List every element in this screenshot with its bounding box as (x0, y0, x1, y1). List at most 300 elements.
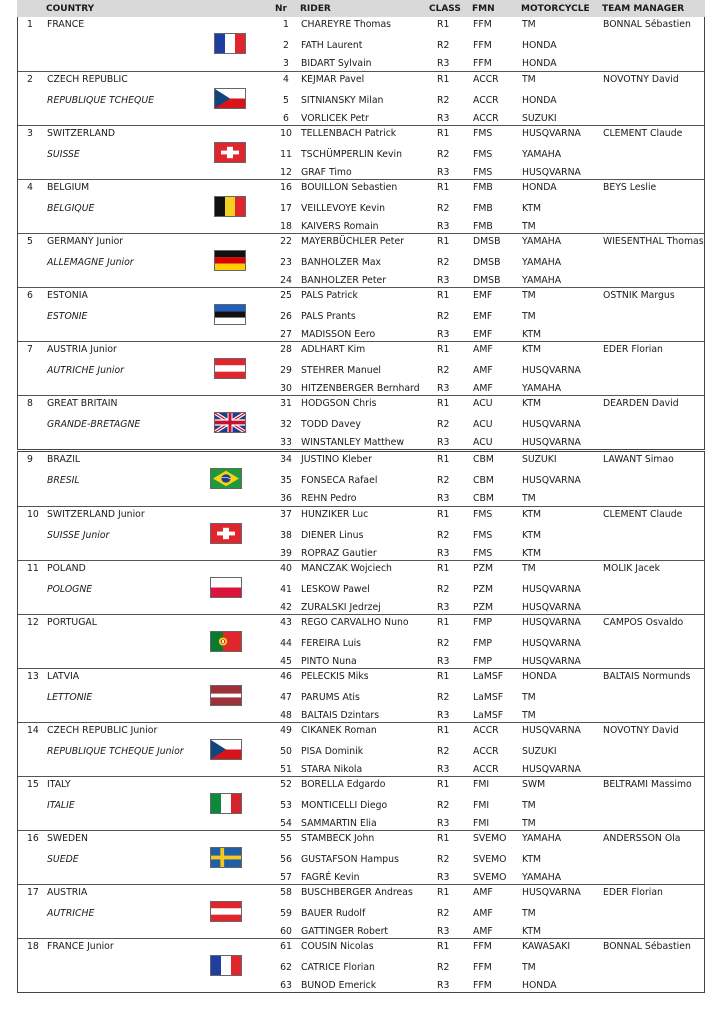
rider-name: MADISSON Eero (301, 329, 376, 340)
rider-number: 63 (280, 980, 292, 991)
rider-name: HUNZIKER Luc (301, 509, 369, 520)
rider-fmn: FFM (473, 19, 492, 30)
team-manager: BELTRAMI Massimo (603, 779, 692, 790)
rider-number: 56 (280, 854, 292, 865)
rider-name: BOUILLON Sebastien (301, 182, 398, 193)
rider-motorcycle: HUSQVARNA (522, 437, 581, 448)
rider-name: STAMBECK John (301, 833, 375, 844)
rider-class: R1 (437, 941, 450, 952)
team-position: 12 (27, 617, 39, 628)
rider-motorcycle: TM (522, 311, 536, 322)
country-name-french: AUTRICHE (47, 908, 95, 919)
rider-fmn: FFM (473, 40, 492, 51)
country-name-french: POLOGNE (47, 584, 93, 595)
rider-number: 46 (280, 671, 292, 682)
rider-fmn: ACCR (473, 113, 499, 124)
rider-row (18, 692, 704, 704)
rider-class: R2 (437, 854, 450, 865)
rider-number: 43 (280, 617, 292, 628)
team-manager: BONNAL Sébastien (603, 941, 691, 952)
rider-class: R1 (437, 671, 450, 682)
rider-class: R1 (437, 398, 450, 409)
rider-motorcycle: KTM (522, 926, 542, 937)
rider-fmn: ACCR (473, 74, 499, 85)
rider-row (18, 365, 704, 377)
rider-name: FAGRÉ Kevin (301, 872, 360, 883)
team-manager: CAMPOS Osvaldo (603, 617, 684, 628)
rider-class: R3 (437, 656, 450, 667)
rider-class: R2 (437, 692, 450, 703)
rider-motorcycle: KTM (522, 203, 542, 214)
rider-motorcycle: KTM (522, 530, 542, 541)
rider-class: R1 (437, 74, 450, 85)
rider-fmn: FMS (473, 509, 493, 520)
rider-class: R1 (437, 344, 450, 355)
rider-class: R2 (437, 149, 450, 160)
rider-class: R3 (437, 275, 450, 286)
team-position: 10 (27, 509, 39, 520)
rider-fmn: AMF (473, 926, 493, 937)
rider-fmn: CBM (473, 493, 494, 504)
rider-number: 4 (283, 74, 289, 85)
rider-number: 45 (280, 656, 292, 667)
rider-motorcycle: HUSQVARNA (522, 602, 581, 613)
rider-motorcycle: HUSQVARNA (522, 419, 581, 430)
rider-name: COUSIN Nicolas (301, 941, 374, 952)
rider-row (18, 617, 704, 629)
rider-motorcycle: YAMAHA (522, 236, 562, 247)
rider-name: HITZENBERGER Bernhard (301, 383, 420, 394)
rider-fmn: FFM (473, 962, 492, 973)
rider-class: R2 (437, 257, 450, 268)
rider-fmn: FFM (473, 980, 492, 991)
team-entry (18, 776, 704, 830)
rider-fmn: ACCR (473, 764, 499, 775)
rider-fmn: AMF (473, 908, 493, 919)
rider-fmn: ACCR (473, 746, 499, 757)
rider-class: R1 (437, 19, 450, 30)
rider-name: SITNIANSKY Milan (301, 95, 384, 106)
rider-name: ZURALSKI Jedrzej (301, 602, 381, 613)
rider-class: R2 (437, 365, 450, 376)
team-entry (18, 884, 704, 938)
rider-number: 40 (280, 563, 292, 574)
rider-row (18, 95, 704, 107)
rider-name: JUSTINO Kleber (301, 454, 372, 465)
rider-number: 44 (280, 638, 292, 649)
rider-row (18, 454, 704, 466)
rider-fmn: EMF (473, 311, 493, 322)
team-position: 18 (27, 941, 39, 952)
team-manager: CLEMENT Claude (603, 509, 683, 520)
rider-class: R2 (437, 419, 450, 430)
rider-fmn: AMF (473, 383, 493, 394)
country-name-french: SUISSE Junior (47, 530, 110, 541)
rider-number: 58 (280, 887, 292, 898)
rider-class: R1 (437, 454, 450, 465)
rider-class: R2 (437, 638, 450, 649)
rider-motorcycle: KAWASAKI (522, 941, 571, 952)
country-name-french: ESTONIE (47, 311, 88, 322)
rider-number: 28 (280, 344, 292, 355)
rider-number: 5 (283, 95, 289, 106)
rider-number: 38 (280, 530, 292, 541)
country-name-french: SUISSE (47, 149, 80, 160)
rider-motorcycle: YAMAHA (522, 275, 562, 286)
rider-class: R1 (437, 128, 450, 139)
rider-fmn: DMSB (473, 257, 501, 268)
rider-number: 1 (283, 19, 289, 30)
rider-name: BANHOLZER Max (301, 257, 382, 268)
rider-name: CIKANEK Roman (301, 725, 377, 736)
rider-class: R2 (437, 95, 450, 106)
rider-row (18, 872, 704, 884)
rider-fmn: FMB (473, 203, 493, 214)
rider-row (18, 419, 704, 431)
rider-row (18, 746, 704, 758)
country-name-french: REPUBLIQUE TCHEQUE Junior (47, 746, 184, 757)
rider-motorcycle: HONDA (522, 671, 557, 682)
team-manager: LAWANT Simao (603, 454, 674, 465)
rider-class: R2 (437, 203, 450, 214)
team-manager: OSTNIK Margus (603, 290, 675, 301)
teams-block-1 (17, 17, 705, 450)
header-team-manager: TEAM MANAGER (602, 4, 685, 14)
rider-name: REHN Pedro (301, 493, 357, 504)
country-name-french: REPUBLIQUE TCHEQUE (47, 95, 155, 106)
rider-name: BIDART Sylvain (301, 58, 372, 69)
team-entry (18, 506, 704, 560)
country-name: FRANCE Junior (47, 941, 114, 952)
team-manager: NOVOTNY David (603, 725, 679, 736)
rider-fmn: CBM (473, 475, 494, 486)
rider-row (18, 764, 704, 776)
rider-class: R1 (437, 833, 450, 844)
team-position: 8 (27, 398, 33, 409)
rider-class: R3 (437, 926, 450, 937)
rider-name: PINTO Nuna (301, 656, 357, 667)
rider-class: R3 (437, 167, 450, 178)
rider-fmn: LaMSF (473, 710, 504, 721)
team-position: 7 (27, 344, 33, 355)
rider-motorcycle: YAMAHA (522, 257, 562, 268)
rider-class: R1 (437, 563, 450, 574)
team-position: 5 (27, 236, 33, 247)
rider-motorcycle: YAMAHA (522, 383, 562, 394)
team-manager: BALTAIS Normunds (603, 671, 691, 682)
country-name: GREAT BRITAIN (47, 398, 118, 409)
rider-row (18, 275, 704, 287)
rider-motorcycle: YAMAHA (522, 833, 562, 844)
rider-number: 53 (280, 800, 292, 811)
rider-row (18, 182, 704, 194)
rider-number: 33 (280, 437, 292, 448)
rider-number: 42 (280, 602, 292, 613)
team-position: 16 (27, 833, 39, 844)
rider-name: TSCHÜMPERLIN Kevin (301, 149, 402, 160)
rider-fmn: FFM (473, 941, 492, 952)
rider-row (18, 887, 704, 899)
country-name: BRAZIL (47, 454, 81, 465)
rider-row (18, 398, 704, 410)
rider-motorcycle: TM (522, 962, 536, 973)
header-rider: RIDER (300, 4, 331, 14)
rider-row (18, 344, 704, 356)
country-name-french: ITALIE (47, 800, 75, 811)
rider-row (18, 818, 704, 830)
rider-motorcycle: YAMAHA (522, 149, 562, 160)
rider-motorcycle: HUSQVARNA (522, 584, 581, 595)
rider-fmn: AMF (473, 887, 493, 898)
rider-row (18, 383, 704, 395)
rider-fmn: ACCR (473, 95, 499, 106)
rider-fmn: FMS (473, 149, 493, 160)
team-position: 15 (27, 779, 39, 790)
rider-number: 16 (280, 182, 292, 193)
rider-class: R2 (437, 530, 450, 541)
rider-name: SAMMARTIN Elia (301, 818, 377, 829)
rider-row (18, 833, 704, 845)
rider-row (18, 58, 704, 70)
rider-motorcycle: HUSQVARNA (522, 128, 581, 139)
rider-fmn: PZM (473, 563, 493, 574)
rider-number: 31 (280, 398, 292, 409)
rider-class: R3 (437, 818, 450, 829)
rider-number: 35 (280, 475, 292, 486)
team-entry (18, 71, 704, 125)
rider-row (18, 800, 704, 812)
rider-number: 34 (280, 454, 292, 465)
rider-row (18, 221, 704, 233)
rider-row (18, 311, 704, 323)
rider-number: 37 (280, 509, 292, 520)
rider-row (18, 290, 704, 302)
rider-number: 29 (280, 365, 292, 376)
rider-fmn: LaMSF (473, 692, 504, 703)
rider-fmn: FMB (473, 182, 493, 193)
rider-number: 3 (283, 58, 289, 69)
rider-fmn: EMF (473, 290, 493, 301)
team-entry (18, 179, 704, 233)
rider-name: PELECKIS Miks (301, 671, 369, 682)
rider-fmn: ACU (473, 419, 493, 430)
rider-motorcycle: HUSQVARNA (522, 167, 581, 178)
team-manager: WIESENTHAL Thomas (603, 236, 704, 247)
rider-number: 6 (283, 113, 289, 124)
header-fmn: FMN (472, 4, 495, 14)
rider-number: 57 (280, 872, 292, 883)
rider-motorcycle: SWM (522, 779, 546, 790)
rider-fmn: SVEMO (473, 833, 507, 844)
rider-class: R3 (437, 221, 450, 232)
rider-row (18, 167, 704, 179)
rider-name: VORLICEK Petr (301, 113, 369, 124)
team-manager: EDER Florian (603, 344, 663, 355)
rider-name: FATH Laurent (301, 40, 363, 51)
country-name: ESTONIA (47, 290, 88, 301)
rider-motorcycle: KTM (522, 329, 542, 340)
rider-fmn: LaMSF (473, 671, 504, 682)
rider-row (18, 475, 704, 487)
rider-name: ROPRAZ Gautier (301, 548, 377, 559)
rider-number: 55 (280, 833, 292, 844)
team-position: 3 (27, 128, 33, 139)
country-name: GERMANY Junior (47, 236, 124, 247)
country-name-french: BRESIL (47, 475, 80, 486)
rider-row (18, 493, 704, 505)
rider-class: R3 (437, 602, 450, 613)
rider-row (18, 329, 704, 341)
country-name-french: BELGIQUE (47, 203, 95, 214)
rider-row (18, 530, 704, 542)
rider-motorcycle: TM (522, 290, 536, 301)
rider-number: 26 (280, 311, 292, 322)
rider-class: R3 (437, 329, 450, 340)
rider-name: MANCZAK Wojciech (301, 563, 392, 574)
rider-row (18, 128, 704, 140)
rider-row (18, 509, 704, 521)
rider-row (18, 908, 704, 920)
rider-motorcycle: TM (522, 818, 536, 829)
rider-class: R2 (437, 475, 450, 486)
rider-fmn: AMF (473, 344, 493, 355)
rider-number: 32 (280, 419, 292, 430)
team-manager: CLEMENT Claude (603, 128, 683, 139)
rider-class: R1 (437, 509, 450, 520)
rider-name: MAYERBÜCHLER Peter (301, 236, 404, 247)
rider-motorcycle: TM (522, 221, 536, 232)
rider-class: R3 (437, 872, 450, 883)
rider-class: R3 (437, 113, 450, 124)
rider-motorcycle: TM (522, 800, 536, 811)
rider-name: CHAREYRE Thomas (301, 19, 391, 30)
rider-motorcycle: HUSQVARNA (522, 638, 581, 649)
rider-name: MONTICELLI Diego (301, 800, 388, 811)
rider-name: ADLHART Kim (301, 344, 366, 355)
rider-class: R2 (437, 962, 450, 973)
rider-number: 12 (280, 167, 292, 178)
rider-name: BAUER Rudolf (301, 908, 366, 919)
rider-name: DIENER Linus (301, 530, 364, 541)
rider-class: R1 (437, 236, 450, 247)
rider-number: 23 (280, 257, 292, 268)
rider-motorcycle: KTM (522, 548, 542, 559)
rider-fmn: FMI (473, 779, 490, 790)
rider-class: R1 (437, 617, 450, 628)
team-position: 13 (27, 671, 39, 682)
rider-fmn: DMSB (473, 236, 501, 247)
rider-fmn: SVEMO (473, 872, 507, 883)
rider-number: 10 (280, 128, 292, 139)
rider-motorcycle: YAMAHA (522, 872, 562, 883)
team-position: 6 (27, 290, 33, 301)
header-motorcycle: MOTORCYCLE (521, 4, 590, 14)
team-entry (18, 125, 704, 179)
rider-number: 62 (280, 962, 292, 973)
rider-number: 18 (280, 221, 292, 232)
rider-row (18, 74, 704, 86)
rider-name: BUSCHBERGER Andreas (301, 887, 413, 898)
rider-row (18, 854, 704, 866)
country-name: CZECH REPUBLIC Junior (47, 725, 158, 736)
rider-row (18, 203, 704, 215)
rider-class: R3 (437, 764, 450, 775)
rider-number: 17 (280, 203, 292, 214)
rider-class: R3 (437, 710, 450, 721)
rider-name: FEREIRA Luis (301, 638, 362, 649)
rider-name: PISA Dominik (301, 746, 364, 757)
country-name-french: LETTONIE (47, 692, 93, 703)
rider-motorcycle: HUSQVARNA (522, 656, 581, 667)
rider-row (18, 656, 704, 668)
rider-name: BALTAIS Dzintars (301, 710, 380, 721)
rider-name: GATTINGER Robert (301, 926, 389, 937)
rider-row (18, 19, 704, 31)
rider-number: 39 (280, 548, 292, 559)
rider-row (18, 236, 704, 248)
rider-row (18, 926, 704, 938)
rider-number: 25 (280, 290, 292, 301)
country-name: POLAND (47, 563, 86, 574)
rider-motorcycle: TM (522, 19, 536, 30)
country-name: LATVIA (47, 671, 80, 682)
rider-fmn: FMS (473, 167, 493, 178)
rider-class: R1 (437, 779, 450, 790)
rider-fmn: FMI (473, 818, 490, 829)
team-position: 2 (27, 74, 33, 85)
team-position: 9 (27, 454, 33, 465)
rider-name: TODD Davey (301, 419, 361, 430)
rider-number: 36 (280, 493, 292, 504)
rider-name: BANHOLZER Peter (301, 275, 387, 286)
rider-name: GRAF Timo (301, 167, 352, 178)
team-manager: BEYS Leslie (603, 182, 657, 193)
rider-class: R3 (437, 383, 450, 394)
rider-name: BORELLA Edgardo (301, 779, 386, 790)
country-name-french: AUTRICHE Junior (47, 365, 124, 376)
rider-fmn: EMF (473, 329, 493, 340)
rider-number: 49 (280, 725, 292, 736)
country-name-french: ALLEMAGNE Junior (47, 257, 134, 268)
country-name: CZECH REPUBLIC (47, 74, 128, 85)
rider-fmn: FMS (473, 530, 493, 541)
team-entry (18, 395, 704, 449)
rider-number: 59 (280, 908, 292, 919)
rider-class: R3 (437, 58, 450, 69)
rider-fmn: FMB (473, 221, 493, 232)
rider-class: R1 (437, 725, 450, 736)
rider-class: R2 (437, 584, 450, 595)
rider-fmn: PZM (473, 584, 493, 595)
rider-name: VEILLEVOYE Kevin (301, 203, 386, 214)
rider-name: PARUMS Atis (301, 692, 360, 703)
team-position: 11 (27, 563, 39, 574)
rider-name: FONSECA Rafael (301, 475, 378, 486)
country-name: FRANCE (47, 19, 85, 30)
header-nr: Nr (275, 4, 287, 14)
rider-motorcycle: HUSQVARNA (522, 475, 581, 486)
rider-name: BUNOD Emerick (301, 980, 377, 991)
rider-motorcycle: HONDA (522, 95, 557, 106)
rider-fmn: CBM (473, 454, 494, 465)
rider-row (18, 257, 704, 269)
rider-row (18, 941, 704, 953)
country-name-french: SUEDE (47, 854, 79, 865)
header-class: CLASS (429, 4, 461, 14)
team-manager: BONNAL Sébastien (603, 19, 691, 30)
rider-motorcycle: KTM (522, 854, 542, 865)
header-country: COUNTRY (46, 4, 95, 14)
